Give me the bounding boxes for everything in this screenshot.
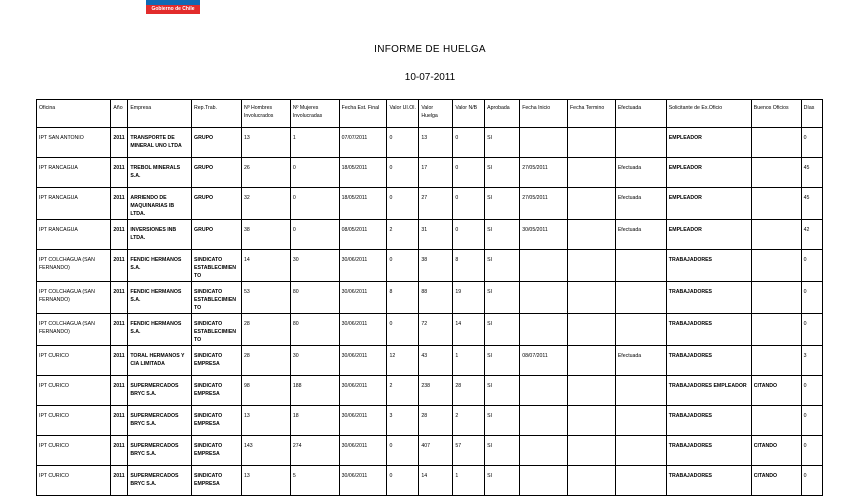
table-cell: 88 bbox=[419, 282, 453, 314]
table-cell: TRABAJADORES bbox=[666, 466, 751, 496]
table-cell bbox=[751, 346, 801, 376]
table-cell: 0 bbox=[387, 436, 419, 466]
table-cell: SI bbox=[485, 436, 520, 466]
column-header: Fecha Termino bbox=[568, 100, 616, 128]
table-cell: 30 bbox=[290, 250, 339, 282]
table-row bbox=[37, 128, 823, 158]
table-cell: 2011 bbox=[111, 188, 128, 220]
table-cell bbox=[520, 436, 568, 466]
table-cell: 18 bbox=[290, 406, 339, 436]
table-cell bbox=[568, 250, 616, 282]
table-cell: 0 bbox=[453, 158, 485, 188]
column-header: Días bbox=[801, 100, 822, 128]
table-cell: 2011 bbox=[111, 466, 128, 496]
table-cell: 143 bbox=[241, 436, 290, 466]
table-cell: 27/05/2011 bbox=[520, 188, 568, 220]
table-cell: 27/05/2011 bbox=[520, 158, 568, 188]
table-cell: Efectuada bbox=[615, 188, 666, 220]
table-cell: Efectuada bbox=[615, 346, 666, 376]
table-row bbox=[37, 376, 823, 406]
column-header: Rep.Trab. bbox=[192, 100, 242, 128]
table-cell: 13 bbox=[241, 466, 290, 496]
table-cell: 80 bbox=[290, 314, 339, 346]
table-cell: 28 bbox=[453, 376, 485, 406]
table-cell: 0 bbox=[801, 436, 822, 466]
table-cell: 08/05/2011 bbox=[339, 220, 387, 250]
table-cell bbox=[520, 466, 568, 496]
table-cell bbox=[568, 346, 616, 376]
table-cell: IPT COLCHAGUA (SAN FERNANDO) bbox=[37, 314, 111, 346]
table-cell bbox=[568, 282, 616, 314]
table-cell bbox=[751, 406, 801, 436]
table-header-row bbox=[37, 100, 823, 128]
table-cell: SUPERMERCADOS BRYC S.A. bbox=[128, 376, 192, 406]
table-cell: 0 bbox=[453, 220, 485, 250]
table-cell: 1 bbox=[290, 128, 339, 158]
table-cell: 14 bbox=[419, 466, 453, 496]
table-cell: 13 bbox=[241, 406, 290, 436]
table-cell: EMPLEADOR bbox=[666, 128, 751, 158]
table-cell: SI bbox=[485, 250, 520, 282]
strike-report-table bbox=[36, 99, 823, 496]
column-header: Aprobada bbox=[485, 100, 520, 128]
column-header: Valor UI.Ol. bbox=[387, 100, 419, 128]
table-cell: 0 bbox=[387, 314, 419, 346]
table-cell: 08/07/2011 bbox=[520, 346, 568, 376]
table-cell: EMPLEADOR bbox=[666, 158, 751, 188]
table-cell: FENDIC HERMANOS S.A. bbox=[128, 282, 192, 314]
table-cell: 38 bbox=[241, 220, 290, 250]
table-cell: 3 bbox=[801, 346, 822, 376]
table-cell: Efectuada bbox=[615, 158, 666, 188]
table-cell: 0 bbox=[801, 250, 822, 282]
table-cell: TRABAJADORES bbox=[666, 282, 751, 314]
table-cell: TRANSPORTE DE MINERAL UNO LTDA bbox=[128, 128, 192, 158]
table-cell: SI bbox=[485, 220, 520, 250]
table-cell: 0 bbox=[290, 158, 339, 188]
table-cell bbox=[520, 128, 568, 158]
table-cell: IPT RANCAGUA bbox=[37, 188, 111, 220]
table-cell: 0 bbox=[387, 158, 419, 188]
table-cell: 26 bbox=[241, 158, 290, 188]
table-cell: 45 bbox=[801, 158, 822, 188]
logo-text: Gobierno de Chile bbox=[151, 6, 195, 12]
table-cell: TRABAJADORES bbox=[666, 314, 751, 346]
table-cell: IPT COLCHAGUA (SAN FERNANDO) bbox=[37, 282, 111, 314]
table-cell: 2 bbox=[387, 220, 419, 250]
table-cell: 8 bbox=[387, 282, 419, 314]
table-cell bbox=[520, 406, 568, 436]
table-cell: 2011 bbox=[111, 436, 128, 466]
table-cell bbox=[615, 282, 666, 314]
table-row bbox=[37, 466, 823, 496]
table-cell: 31 bbox=[419, 220, 453, 250]
table-cell bbox=[568, 466, 616, 496]
table-cell: CITANDO bbox=[751, 466, 801, 496]
table-cell: 0 bbox=[290, 188, 339, 220]
table-cell: 32 bbox=[241, 188, 290, 220]
table-cell: 18/05/2011 bbox=[339, 158, 387, 188]
table-cell: 2011 bbox=[111, 158, 128, 188]
table-cell: 30/06/2011 bbox=[339, 466, 387, 496]
table-cell bbox=[615, 376, 666, 406]
table-cell: 53 bbox=[241, 282, 290, 314]
table-cell: SI bbox=[485, 346, 520, 376]
table-cell: ARRIENDO DE MAQUINARIAS IB LTDA. bbox=[128, 188, 192, 220]
report-title: INFORME DE HUELGA bbox=[374, 44, 486, 55]
table-cell: 28 bbox=[241, 346, 290, 376]
table-cell: 30/06/2011 bbox=[339, 314, 387, 346]
table-cell: 0 bbox=[387, 188, 419, 220]
table-cell: 30/06/2011 bbox=[339, 282, 387, 314]
table-cell: 0 bbox=[801, 282, 822, 314]
table-cell: TRABAJADORES bbox=[666, 250, 751, 282]
table-cell: GRUPO bbox=[192, 158, 242, 188]
table-cell bbox=[568, 314, 616, 346]
column-header: Solicitante de Ex.Oficio bbox=[666, 100, 751, 128]
table-cell: 2011 bbox=[111, 220, 128, 250]
table-cell bbox=[520, 282, 568, 314]
table-cell: IPT CURICO bbox=[37, 346, 111, 376]
table-cell: 28 bbox=[241, 314, 290, 346]
column-header: Efectuada bbox=[615, 100, 666, 128]
table-cell: 38 bbox=[419, 250, 453, 282]
table-cell bbox=[615, 314, 666, 346]
table-cell: SINDICATO ESTABLECIMIENTO bbox=[192, 314, 242, 346]
table-cell: SI bbox=[485, 466, 520, 496]
column-header: Nº Hombres Involucrados bbox=[241, 100, 290, 128]
table-cell: SI bbox=[485, 406, 520, 436]
table-cell bbox=[568, 128, 616, 158]
table-cell: 07/07/2011 bbox=[339, 128, 387, 158]
table-cell: 0 bbox=[387, 466, 419, 496]
table-cell: SINDICATO EMPRESA bbox=[192, 346, 242, 376]
table-cell: 1 bbox=[453, 466, 485, 496]
table-cell bbox=[615, 250, 666, 282]
report-date: 10-07-2011 bbox=[404, 72, 456, 83]
table-cell: EMPLEADOR bbox=[666, 188, 751, 220]
table-row bbox=[37, 282, 823, 314]
table-cell: 28 bbox=[419, 406, 453, 436]
table-cell: 30/06/2011 bbox=[339, 436, 387, 466]
table-cell: 0 bbox=[801, 466, 822, 496]
table-cell: 2011 bbox=[111, 406, 128, 436]
table-cell: 188 bbox=[290, 376, 339, 406]
table-cell bbox=[751, 188, 801, 220]
table-cell: 238 bbox=[419, 376, 453, 406]
table-cell: 0 bbox=[453, 188, 485, 220]
table-cell bbox=[568, 406, 616, 436]
table-row bbox=[37, 188, 823, 220]
table-row bbox=[37, 436, 823, 466]
table-cell: 30 bbox=[290, 346, 339, 376]
gobierno-logo bbox=[146, 0, 200, 14]
table-cell: IPT CURICO bbox=[37, 406, 111, 436]
table-cell: SI bbox=[485, 128, 520, 158]
column-header: Buenos Oficios bbox=[751, 100, 801, 128]
table-cell: SUPERMERCADOS BRYC S.A. bbox=[128, 406, 192, 436]
table-cell: TRABAJADORES bbox=[666, 436, 751, 466]
column-header: Año bbox=[111, 100, 128, 128]
table-cell: 407 bbox=[419, 436, 453, 466]
table-cell: 0 bbox=[801, 376, 822, 406]
column-header: Nº Mujeres Involucradas bbox=[290, 100, 339, 128]
table-cell: 0 bbox=[290, 220, 339, 250]
table-cell bbox=[751, 128, 801, 158]
table-cell: 13 bbox=[419, 128, 453, 158]
table-cell: IPT CURICO bbox=[37, 436, 111, 466]
table-row bbox=[37, 158, 823, 188]
table-cell: 2011 bbox=[111, 346, 128, 376]
table-cell: GRUPO bbox=[192, 128, 242, 158]
table-cell: 80 bbox=[290, 282, 339, 314]
table-row bbox=[37, 314, 823, 346]
table-row bbox=[37, 250, 823, 282]
table-cell: 8 bbox=[453, 250, 485, 282]
table-cell: 0 bbox=[387, 128, 419, 158]
table-cell: GRUPO bbox=[192, 188, 242, 220]
column-header: Fecha Inicio bbox=[520, 100, 568, 128]
table-cell bbox=[751, 158, 801, 188]
table-cell: 14 bbox=[453, 314, 485, 346]
table-cell: 2011 bbox=[111, 282, 128, 314]
table-cell: SUPERMERCADOS BRYC S.A. bbox=[128, 436, 192, 466]
table-cell: IPT COLCHAGUA (SAN FERNANDO) bbox=[37, 250, 111, 282]
table-cell: 2 bbox=[387, 376, 419, 406]
column-header: Fecha Est. Final bbox=[339, 100, 387, 128]
table-cell bbox=[615, 406, 666, 436]
table-cell bbox=[751, 314, 801, 346]
table-cell: SI bbox=[485, 158, 520, 188]
table-cell: FENDIC HERMANOS S.A. bbox=[128, 314, 192, 346]
table-cell: SINDICATO ESTABLECIMIENTO bbox=[192, 250, 242, 282]
column-header: Valor Huelga bbox=[419, 100, 453, 128]
table-cell bbox=[615, 128, 666, 158]
table-cell: 98 bbox=[241, 376, 290, 406]
table-cell: 18/05/2011 bbox=[339, 188, 387, 220]
table-cell: 2011 bbox=[111, 128, 128, 158]
table-cell: SINDICATO ESTABLECIMIENTO bbox=[192, 282, 242, 314]
table-cell bbox=[568, 436, 616, 466]
table-cell: 43 bbox=[419, 346, 453, 376]
table-cell: IPT CURICO bbox=[37, 466, 111, 496]
table-cell: 72 bbox=[419, 314, 453, 346]
table-cell bbox=[520, 250, 568, 282]
table-cell: 30/06/2011 bbox=[339, 346, 387, 376]
table-cell: TREBOL MINERALS S.A. bbox=[128, 158, 192, 188]
table-cell: 27 bbox=[419, 188, 453, 220]
table-cell: 17 bbox=[419, 158, 453, 188]
table-cell: SI bbox=[485, 314, 520, 346]
table-cell: 30/06/2011 bbox=[339, 406, 387, 436]
table-cell: 0 bbox=[453, 128, 485, 158]
table-cell: Efectuada bbox=[615, 220, 666, 250]
table-cell bbox=[520, 376, 568, 406]
table-cell: CITANDO bbox=[751, 436, 801, 466]
table-cell: SI bbox=[485, 376, 520, 406]
table-cell: 14 bbox=[241, 250, 290, 282]
table-cell: FENDIC HERMANOS S.A. bbox=[128, 250, 192, 282]
table-cell bbox=[615, 466, 666, 496]
table-cell: CITANDO bbox=[751, 376, 801, 406]
table-cell bbox=[520, 314, 568, 346]
table-cell bbox=[568, 158, 616, 188]
table-cell: SI bbox=[485, 282, 520, 314]
table-cell: 30/06/2011 bbox=[339, 376, 387, 406]
table-cell: 1 bbox=[453, 346, 485, 376]
table-body bbox=[37, 128, 823, 496]
table-cell: 274 bbox=[290, 436, 339, 466]
table-cell: 0 bbox=[801, 406, 822, 436]
table-cell: SUPERMERCADOS BRYC S.A. bbox=[128, 466, 192, 496]
column-header: Oficina bbox=[37, 100, 111, 128]
table-cell: 45 bbox=[801, 188, 822, 220]
table-cell: 0 bbox=[801, 314, 822, 346]
table-cell: 2011 bbox=[111, 314, 128, 346]
table-cell bbox=[751, 220, 801, 250]
table-cell: EMPLEADOR bbox=[666, 220, 751, 250]
table-cell: 30/05/2011 bbox=[520, 220, 568, 250]
table-cell: TORAL HERMANOS Y CIA LIMITADA bbox=[128, 346, 192, 376]
table-row bbox=[37, 406, 823, 436]
column-header: Valor N/B bbox=[453, 100, 485, 128]
table-cell bbox=[751, 250, 801, 282]
table-cell: 13 bbox=[241, 128, 290, 158]
table-cell: SINDICATO EMPRESA bbox=[192, 406, 242, 436]
table-cell: IPT RANCAGUA bbox=[37, 220, 111, 250]
table-cell: TRABAJADORES EMPLEADOR bbox=[666, 376, 751, 406]
table-cell: 57 bbox=[453, 436, 485, 466]
table-cell: TRABAJADORES bbox=[666, 346, 751, 376]
table-cell: 3 bbox=[387, 406, 419, 436]
table-cell: 2011 bbox=[111, 376, 128, 406]
table-cell: 5 bbox=[290, 466, 339, 496]
table-cell: 30/06/2011 bbox=[339, 250, 387, 282]
table-cell: IPT CURICO bbox=[37, 376, 111, 406]
table-cell: TRABAJADORES bbox=[666, 406, 751, 436]
table-cell: 19 bbox=[453, 282, 485, 314]
table-cell: INVERSIONES INB LTDA. bbox=[128, 220, 192, 250]
table-cell bbox=[751, 282, 801, 314]
table-cell: 12 bbox=[387, 346, 419, 376]
table-cell: 42 bbox=[801, 220, 822, 250]
table-cell: 0 bbox=[387, 250, 419, 282]
table-cell: SINDICATO EMPRESA bbox=[192, 376, 242, 406]
table-cell: 2011 bbox=[111, 250, 128, 282]
table-cell: SINDICATO EMPRESA bbox=[192, 436, 242, 466]
table-cell: IPT RANCAGUA bbox=[37, 158, 111, 188]
table-cell bbox=[615, 436, 666, 466]
column-header: Empresa bbox=[128, 100, 192, 128]
table-cell: SINDICATO EMPRESA bbox=[192, 466, 242, 496]
table-row bbox=[37, 220, 823, 250]
table-cell bbox=[568, 188, 616, 220]
table-cell: 0 bbox=[801, 128, 822, 158]
table-cell: GRUPO bbox=[192, 220, 242, 250]
table-cell: IPT SAN ANTONIO bbox=[37, 128, 111, 158]
table-cell bbox=[568, 376, 616, 406]
table-row bbox=[37, 346, 823, 376]
table-cell bbox=[568, 220, 616, 250]
table-cell: SI bbox=[485, 188, 520, 220]
table-cell: 2 bbox=[453, 406, 485, 436]
